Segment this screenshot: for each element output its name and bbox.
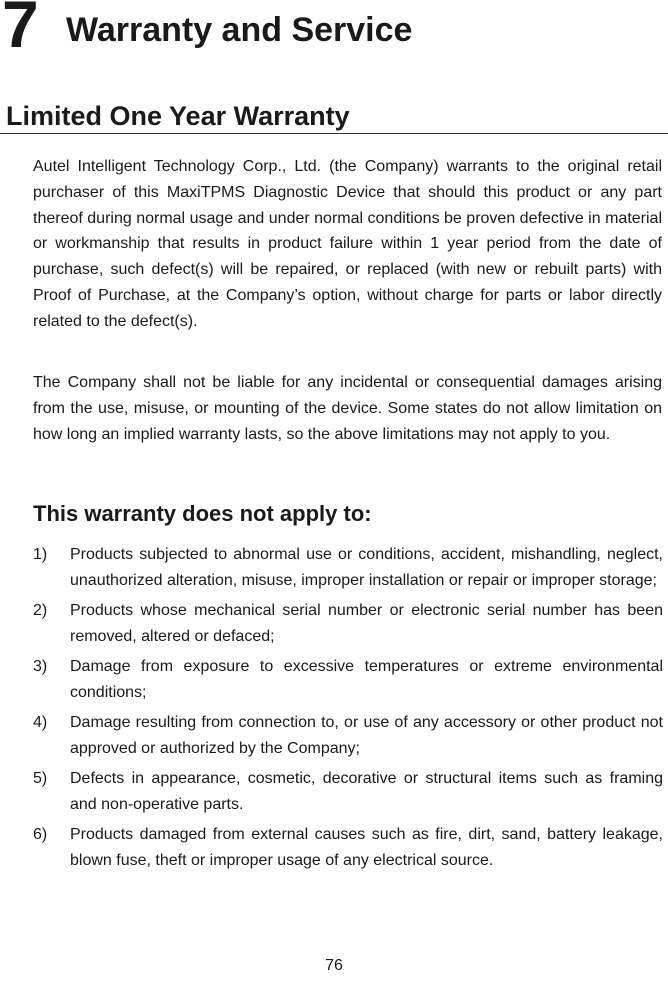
list-item [33,822,663,874]
list-item [33,654,663,706]
list-item-number: 5) [33,770,48,788]
list-item [33,710,663,762]
list-item-number: 1) [33,546,48,563]
list-item-number: 2) [33,602,48,620]
section-divider [0,133,668,134]
section-title: Limited One Year Warranty [6,101,350,131]
exclusions-list [33,542,663,879]
list-item-text: Products subjected to abnormal use or conditions, accident, mishandling, neglect, unauthorized alteration, misuse, improper installation or repair or improper storage; [70,546,663,589]
list-item-number: 6) [33,826,48,844]
list-item [33,766,663,818]
list-item [33,542,663,594]
page-number: 76 [325,957,343,974]
list-item-text: Products whose mechanical serial number or electronic serial number has been removed, altered or defaced; [70,602,663,645]
list-item-text: Damage from exposure to excessive temperatures or extreme environmental conditions; [70,658,663,701]
chapter-title: Warranty and Service [66,11,413,49]
warranty-paragraph: Autel Intelligent Technology Corp., Ltd. (the Company) warrants to the original retail purchaser of this MaxiTPMS Diagnostic Device that should this product or any part thereof during normal usage and under normal conditions be proven defective in material or workmanship that results in product failure within 1 year period from the date of purchase, such defect(s) will be repaired, or replaced (with new or rebuilt parts) with Proof of Purchase, at the Company’s option, without charge for parts or labor directly related to the defect(s). [33,158,662,330]
list-item-number: 3) [33,658,48,676]
list-item-text: Damage resulting from connection to, or use of any accessory or other product not approved or authorized by the Company; [70,714,663,758]
list-item [33,598,663,650]
liability-paragraph: The Company shall not be liable for any incidental or consequential damages arising from the use, misuse, or mounting of the device. Some states do not allow limitation on how long an implied warranty lasts, so the above limitations may not apply to you. [33,374,662,443]
exclusions-heading: This warranty does not apply to: [33,501,372,526]
list-item-text: Products damaged from external causes such as fire, dirt, sand, battery leakage, blown fuse, theft or improper usage of any electrical source. [70,826,663,870]
chapter-number: 7 [2,0,39,61]
list-item-text: Defects in appearance, cosmetic, decorative or structural items such as framing and non-operative parts. [70,770,663,814]
list-item-number: 4) [33,714,48,732]
